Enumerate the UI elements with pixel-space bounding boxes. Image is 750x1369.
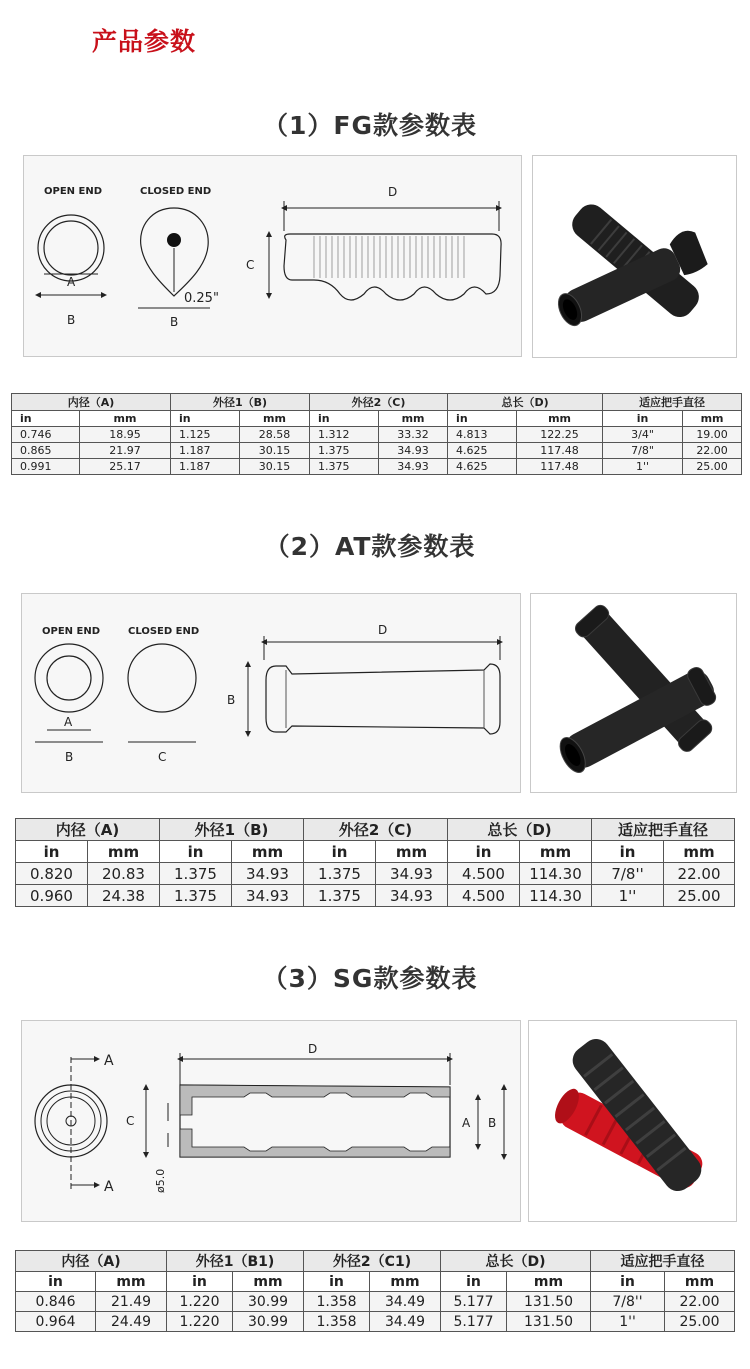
fg-header-outer2: 外径2（C)	[310, 394, 448, 411]
fg-product-photo	[532, 155, 737, 358]
at-label-b2: B	[227, 693, 236, 707]
at-header-outer2: 外径2（C)	[304, 819, 448, 841]
at-unit: mm	[88, 841, 160, 863]
fg-unit: mm	[240, 411, 310, 427]
at-diagram	[21, 593, 521, 793]
cell: 0.846	[16, 1292, 96, 1312]
table-row	[16, 1292, 735, 1312]
at-side-view	[266, 664, 500, 734]
section-title-at: （2）AT款参数表	[264, 532, 476, 561]
cell: 24.38	[88, 885, 160, 907]
at-open-end-inner	[47, 656, 91, 700]
fg-unit: mm	[683, 411, 742, 427]
cell: 4.625	[448, 443, 517, 459]
cell: 5.177	[441, 1312, 507, 1332]
cell: 19.00	[683, 427, 742, 443]
cell: 34.93	[376, 863, 448, 885]
cell: 1''	[591, 1312, 665, 1332]
cell: 1''	[603, 459, 683, 475]
fg-unit: in	[171, 411, 240, 427]
cell: 7/8"	[603, 443, 683, 459]
cell: 0.865	[12, 443, 80, 459]
sg-label-b: B	[488, 1116, 497, 1130]
fg-label-d: D	[388, 185, 398, 199]
cell: 0.964	[16, 1312, 96, 1332]
cell: 4.625	[448, 459, 517, 475]
fg-label-b: B	[67, 313, 76, 327]
at-header-length: 总长（D)	[448, 819, 592, 841]
fg-side-view	[284, 234, 501, 300]
fg-unit: in	[310, 411, 379, 427]
at-header-inner: 内径（A)	[16, 819, 160, 841]
sg-unit: mm	[507, 1272, 591, 1292]
at-label-d: D	[378, 623, 388, 637]
cell: 34.93	[379, 459, 448, 475]
cell: 18.95	[80, 427, 171, 443]
fg-open-end-label: OPEN END	[44, 186, 103, 197]
fg-open-end-inner	[44, 221, 98, 275]
cell: 34.93	[232, 885, 304, 907]
cell: 7/8''	[591, 1292, 665, 1312]
sg-unit: mm	[233, 1272, 304, 1292]
cell: 30.99	[233, 1292, 304, 1312]
sg-unit: mm	[665, 1272, 735, 1292]
section-title-fg: （1）FG款参数表	[263, 111, 477, 140]
cell: 1.375	[304, 885, 376, 907]
at-label-c: C	[158, 750, 167, 764]
cell: 28.58	[240, 427, 310, 443]
fg-open-end-outer	[38, 215, 104, 281]
fg-header-inner: 内径（A)	[12, 394, 171, 411]
cell: 122.25	[517, 427, 603, 443]
cell: 1.375	[310, 459, 379, 475]
at-header-handle: 适应把手直径	[592, 819, 735, 841]
at-product-photo	[530, 593, 737, 793]
at-unit: in	[448, 841, 520, 863]
at-unit: in	[304, 841, 376, 863]
cell: 34.93	[379, 443, 448, 459]
sg-spec-table	[15, 1250, 735, 1332]
cell: 114.30	[520, 885, 592, 907]
fg-label-c: C	[246, 258, 255, 272]
cell: 0.820	[16, 863, 88, 885]
sg-dia-label: ø5.0	[154, 1168, 167, 1193]
cell: 34.49	[370, 1312, 441, 1332]
cell: 131.50	[507, 1312, 591, 1332]
fg-closed-end-hole	[167, 233, 181, 247]
table-row	[16, 885, 735, 907]
fg-closed-end-label: CLOSED END	[140, 186, 212, 197]
sg-unit: in	[591, 1272, 665, 1292]
fg-unit: mm	[517, 411, 603, 427]
fg-header-outer1: 外径1（B)	[171, 394, 310, 411]
at-open-end-label: OPEN END	[42, 626, 101, 637]
table-row	[12, 427, 742, 443]
at-unit: in	[160, 841, 232, 863]
fg-header-length: 总长（D)	[448, 394, 603, 411]
cell: 22.00	[665, 1292, 735, 1312]
cell: 30.99	[233, 1312, 304, 1332]
at-closed-end-outline	[128, 644, 196, 712]
cell: 1.375	[160, 885, 232, 907]
fg-spec-table	[11, 393, 742, 475]
cell: 114.30	[520, 863, 592, 885]
fg-label-a: A	[67, 275, 76, 289]
cell: 3/4"	[603, 427, 683, 443]
cell: 1.375	[304, 863, 376, 885]
at-unit: in	[16, 841, 88, 863]
cell: 1.375	[160, 863, 232, 885]
fg-unit: mm	[379, 411, 448, 427]
cell: 20.83	[88, 863, 160, 885]
sg-header-length: 总长（D)	[441, 1251, 591, 1272]
at-closed-end-label: CLOSED END	[128, 626, 200, 637]
sg-header-inner: 内径（A)	[16, 1251, 167, 1272]
sg-unit: in	[441, 1272, 507, 1292]
cell: 21.49	[96, 1292, 167, 1312]
sg-label-c: C	[126, 1114, 135, 1128]
at-unit: mm	[664, 841, 735, 863]
sg-header-outer1: 外径1（B1)	[167, 1251, 304, 1272]
sg-unit: in	[167, 1272, 233, 1292]
table-row	[12, 459, 742, 475]
sg-unit: in	[16, 1272, 96, 1292]
sg-label-d: D	[308, 1042, 318, 1056]
cell: 1''	[592, 885, 664, 907]
table-row	[12, 443, 742, 459]
fg-unit: in	[448, 411, 517, 427]
at-open-end-outer	[35, 644, 103, 712]
cell: 30.15	[240, 443, 310, 459]
sg-header-outer2: 外径2（C1)	[304, 1251, 441, 1272]
cell: 1.358	[304, 1312, 370, 1332]
cell: 1.375	[310, 443, 379, 459]
cell: 34.93	[232, 863, 304, 885]
cell: 25.17	[80, 459, 171, 475]
cell: 33.32	[379, 427, 448, 443]
sg-unit: in	[304, 1272, 370, 1292]
table-row	[16, 863, 735, 885]
cell: 1.312	[310, 427, 379, 443]
cell: 22.00	[664, 863, 735, 885]
cell: 1.358	[304, 1292, 370, 1312]
cell: 22.00	[683, 443, 742, 459]
cell: 0.746	[12, 427, 80, 443]
cell: 131.50	[507, 1292, 591, 1312]
cell: 1.220	[167, 1292, 233, 1312]
cell: 117.48	[517, 443, 603, 459]
sg-unit: mm	[370, 1272, 441, 1292]
cell: 0.991	[12, 459, 80, 475]
sg-label-a: A	[462, 1116, 471, 1130]
cell: 25.00	[665, 1312, 735, 1332]
cell: 30.15	[240, 459, 310, 475]
fg-diagram	[23, 155, 522, 357]
at-header-outer1: 外径1（B)	[160, 819, 304, 841]
sg-section-a-top: A	[104, 1053, 114, 1069]
at-spec-table	[15, 818, 735, 907]
fg-header-handle: 适应把手直径	[603, 394, 742, 411]
sg-section-a-bottom: A	[104, 1179, 114, 1195]
sg-unit: mm	[96, 1272, 167, 1292]
sg-diagram	[21, 1020, 521, 1222]
at-unit: mm	[520, 841, 592, 863]
cell: 25.00	[683, 459, 742, 475]
sg-header-handle: 适应把手直径	[591, 1251, 735, 1272]
page-title: 产品参数	[92, 27, 197, 56]
cell: 1.187	[171, 443, 240, 459]
at-label-b: B	[65, 750, 74, 764]
fg-unit: mm	[80, 411, 171, 427]
cell: 4.500	[448, 863, 520, 885]
cell: 0.960	[16, 885, 88, 907]
at-unit: mm	[376, 841, 448, 863]
cell: 34.49	[370, 1292, 441, 1312]
cell: 21.97	[80, 443, 171, 459]
section-title-sg: （3）SG款参数表	[262, 964, 478, 993]
cell: 34.93	[376, 885, 448, 907]
cell: 5.177	[441, 1292, 507, 1312]
fg-unit: in	[12, 411, 80, 427]
fg-hole-label: 0.25"	[184, 291, 219, 306]
cell: 24.49	[96, 1312, 167, 1332]
cell: 4.500	[448, 885, 520, 907]
at-unit: in	[592, 841, 664, 863]
cell: 4.813	[448, 427, 517, 443]
cell: 117.48	[517, 459, 603, 475]
cell: 7/8''	[592, 863, 664, 885]
cell: 25.00	[664, 885, 735, 907]
sg-product-photo	[528, 1020, 737, 1222]
at-unit: mm	[232, 841, 304, 863]
fg-unit: in	[603, 411, 683, 427]
table-row	[16, 1312, 735, 1332]
at-label-a: A	[64, 715, 73, 729]
cell: 1.125	[171, 427, 240, 443]
cell: 1.220	[167, 1312, 233, 1332]
cell: 1.187	[171, 459, 240, 475]
fg-label-b2: B	[170, 315, 179, 329]
